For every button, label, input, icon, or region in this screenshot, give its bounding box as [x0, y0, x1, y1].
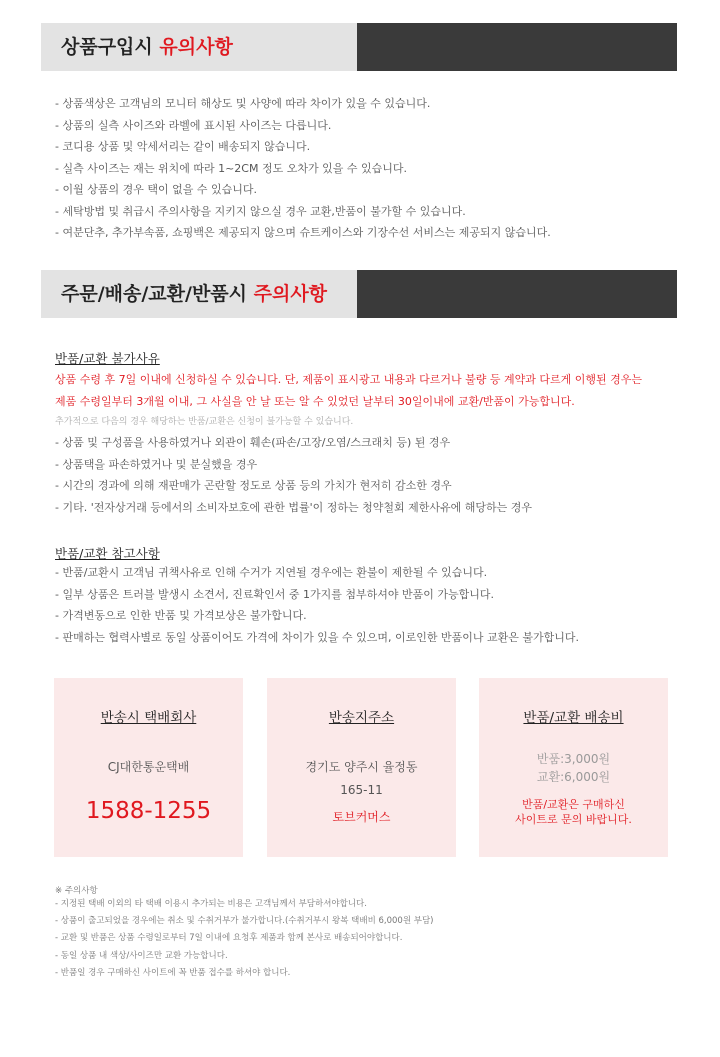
return-period-notice: 상품 수령 후 7일 이내에 신청하실 수 있습니다. 단, 제품이 표시광고 내용과 다르거나 불량 등 계약과 다르게 이행된 경우는 제품 수령일부터 3개월 이내, 그 사실을 안 날 또는 알 수 있었던 날부터 30일이내에 교환/반품이 가능합니다. — [55, 373, 642, 408]
list-item: - 동일 상품 내 색상/사이즈만 교환 가능합니다. — [55, 950, 228, 961]
list-item: - 시간의 경과에 의해 재판매가 곤란할 정도로 상품 등의 가치가 현저히 감소한 경우 — [55, 479, 452, 492]
fee-note-line-2: 사이트로 문의 바랍니다. — [515, 813, 632, 826]
address-recipient: 토브커머스 — [332, 810, 391, 824]
order-notice-title-highlight: 주의사항 — [253, 283, 328, 305]
order-shipping-notice-banner — [41, 270, 677, 318]
list-item: - 상품택을 파손하였거나 및 분실했을 경우 — [55, 457, 258, 471]
list-item: - 반품/교환시 고객님 귀책사유로 인해 수거가 지연될 경우에는 환불이 제한될 수 있습니다. — [55, 566, 488, 579]
list-item: - 기타. '전자상거래 등에서의 소비자보호에 관한 법률'이 정하는 청약철회 제한사유에 해당하는 경우 — [55, 500, 533, 514]
list-item: - 가격변동으로 인한 반품 및 가격보상은 불가합니다. — [55, 609, 307, 622]
banner-dark-block — [357, 23, 677, 71]
footnote-list — [55, 896, 433, 982]
list-item: - 이월 상품의 경우 택이 없을 수 있습니다. — [55, 183, 257, 196]
list-item: - 상품 및 구성품을 사용하였거나 외관이 훼손(파손/고장/오염/스크래치 등) 된 경우 — [55, 436, 451, 449]
shipping-fee-box — [479, 678, 668, 857]
list-item: - 세탁방법 및 취급시 주의사항을 지키지 않으실 경우 교환,반품이 불가할 수 있습니다. — [55, 204, 466, 218]
order-notice-title: 주문/배송/교환/반품시 주의사항 — [61, 283, 328, 305]
list-item: - 실측 사이즈는 재는 위치에 따라 1~2CM 정도 오차가 있을 수 있습니다. — [55, 161, 407, 175]
return-reference-heading: 반품/교환 참고사항 — [55, 546, 160, 561]
list-item: - 상품이 출고되었을 경우에는 취소 및 수취거부가 불가합니다.(수취거부시 왕복 택배비 6,000원 부담) — [55, 916, 434, 927]
return-unavailable-list — [55, 432, 532, 518]
list-item: - 여분단추, 추가부속품, 쇼핑백은 제공되지 않으며 슈트케이스와 기장수선 서비스는 제공되지 않습니다. — [55, 226, 551, 239]
address-box-title: 반송지주소 — [328, 710, 395, 726]
fee-note-line-1: 반품/교환은 구매하신 — [522, 798, 625, 811]
courier-phone: 1588-1255 — [85, 798, 212, 824]
list-item: - 일부 상품은 트러블 발생시 소견서, 진료확인서 중 1가지를 첨부하셔야 반품이 가능합니다. — [55, 587, 494, 601]
list-item: - 코디용 상품 및 악세서리는 같이 배송되지 않습니다. — [55, 140, 311, 153]
purchase-notice-title: 상품구입시 유의사항 — [61, 36, 233, 58]
purchase-notice-title-highlight: 유의사항 — [159, 36, 233, 58]
footnote-title: ※ 주의사항 — [55, 886, 98, 896]
purchase-notice-banner — [41, 23, 677, 71]
courier-company: CJ대한통운택배 — [107, 760, 190, 774]
list-item: - 판매하는 협력사별로 동일 상품이어도 가격에 차이가 있을 수 있으며, 이로인한 반품이나 교환은 불가합니다. — [55, 630, 579, 644]
list-item: - 교환 및 반품은 상품 수령일로부터 7일 이내에 요청후 제품과 함께 본사로 배송되어야합니다. — [55, 933, 403, 944]
exchange-fee: 교환:6,000원 — [536, 770, 611, 784]
banner-dark-block — [357, 270, 677, 318]
list-item: - 지정된 택배 이외의 타 택배 이용시 추가되는 비용은 고객님께서 부담하셔야합니다. — [55, 899, 367, 909]
list-item: - 반품일 경우 구매하신 사이트에 꼭 반품 접수를 하셔야 합니다. — [55, 967, 291, 978]
return-address-box — [267, 678, 456, 857]
return-reference-list — [55, 562, 579, 648]
return-fee: 반품:3,000원 — [536, 752, 611, 766]
address-line-2: 165-11 — [340, 783, 383, 797]
purchase-notice-list — [55, 93, 551, 244]
list-item: - 상품의 실측 사이즈와 라벨에 표시된 사이즈는 다릅니다. — [55, 118, 332, 132]
address-line-1: 경기도 양주시 율정동 — [305, 760, 418, 774]
return-unavailable-heading: 반품/교환 불가사유 — [55, 351, 160, 366]
list-item: - 상품색상은 고객님의 모니터 해상도 및 사양에 따라 차이가 있을 수 있습니다. — [55, 97, 431, 110]
courier-box-title: 반송시 택배회사 — [100, 710, 197, 726]
courier-info-box — [54, 678, 243, 857]
additional-note: 추가적으로 다음의 경우 해당하는 반품/교환은 신청이 불가능할 수 있습니다. — [55, 417, 354, 427]
fee-box-title: 반품/교환 배송비 — [523, 710, 624, 726]
